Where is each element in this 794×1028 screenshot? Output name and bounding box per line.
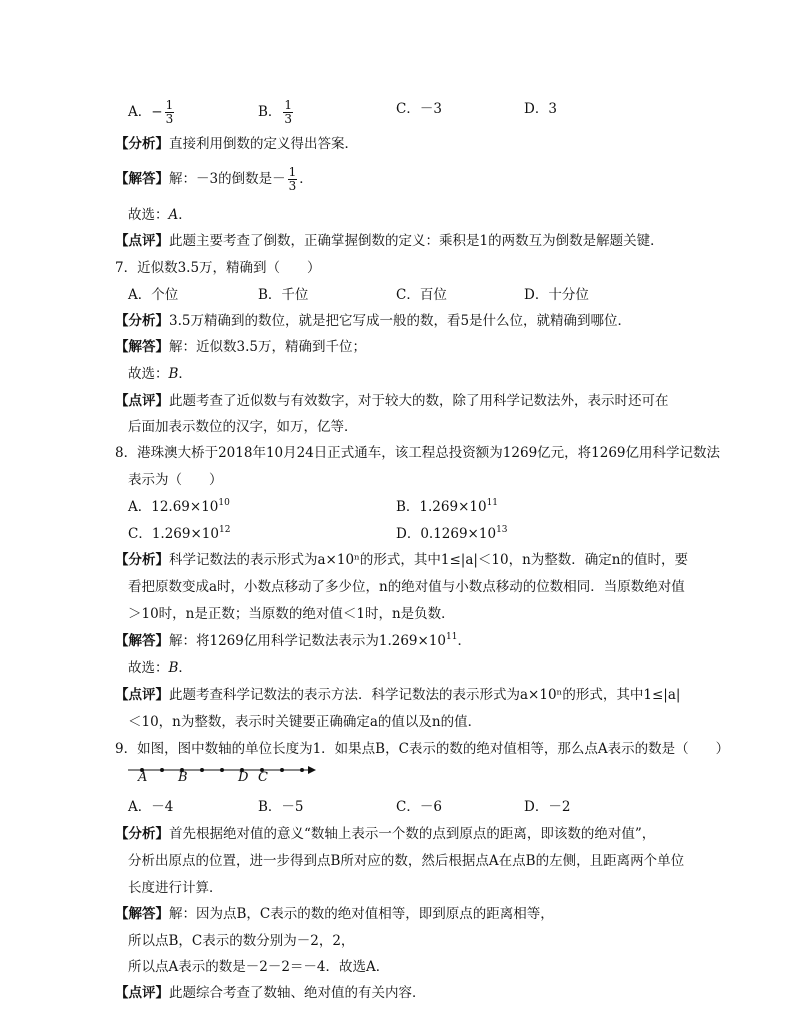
number-line-dot: [220, 768, 224, 772]
number-line-arrow: [308, 766, 316, 774]
q8-analysis-cont1: 看把原数变成a时，小数点移动了多少位，n的绝对值与小数点移动的位数相同．当原数绝对值: [128, 579, 685, 595]
q6-answer: 【解答】解：－3的倒数是－ $\frac{1}{3}$ ．: [115, 165, 313, 193]
q8-analysis-cont2: ＞10时，n是正数；当原数的绝对值＜1时，n是负数．: [128, 606, 455, 622]
q8-answer: 【解答】解：将1269亿用科学记数法表示为$1.269\times 10^{11}$．: [115, 632, 471, 649]
q9-answer: 【解答】解：因为点B，C表示的数的绝对值相等，即到原点的距离相等，: [115, 906, 554, 922]
q8-option-d[interactable]: D．$0.1269\times 10^{13}$: [396, 525, 508, 542]
q6-comment: 【点评】此题主要考查了倒数，正确掌握倒数的定义：乘积是1的两数互为倒数是解题关键．: [115, 233, 664, 249]
number-line-dot: [300, 768, 304, 772]
q7-choice: 故选：B．: [128, 366, 192, 382]
fraction: $\frac{1}{3}$: [284, 98, 293, 126]
number-line: [128, 764, 318, 776]
q7-stem: 7．近似数3.5万，精确到（ ）: [115, 260, 321, 276]
q7-comment-cont: 后面加表示数位的汉字，如万，亿等．: [128, 419, 358, 435]
q6-analysis: 【分析】直接利用倒数的定义得出答案．: [115, 136, 358, 152]
q6-option-a[interactable]: A．− $\frac{1}{3}$: [128, 98, 174, 126]
point-label-a: A: [138, 770, 148, 785]
q6-option-c[interactable]: C．－3: [396, 101, 442, 117]
q9-analysis-cont2: 长度进行计算．: [128, 880, 223, 896]
fraction: $\frac{1}{3}$: [288, 165, 297, 193]
q7-answer: 【解答】解：近似数3.5万，精确到千位；: [115, 339, 366, 355]
q7-comment: 【点评】此题考查了近似数与有效数字，对于较大的数，除了用科学记数法外，表示时还可在: [115, 393, 669, 409]
q8-stem-cont: 表示为（ ）: [128, 472, 223, 488]
fraction: $\frac{1}{3}$: [165, 98, 174, 126]
q8-choice: 故选：B．: [128, 660, 192, 676]
q8-analysis: 【分析】科学记数法的表示形式为a×10ⁿ的形式，其中1≤|a|＜10，n为整数．确定n的值时，要: [115, 552, 688, 568]
q8-comment: 【点评】此题考查科学记数法的表示方法．科学记数法的表示形式为a×10ⁿ的形式，其中1≤|a|: [115, 687, 681, 703]
point-label-c: C: [258, 770, 268, 785]
q9-stem: 9．如图，图中数轴的单位长度为1．如果点B，C表示的数的绝对值相等，那么点A表示的数是（ ）: [115, 741, 730, 757]
q9-analysis-cont1: 分析出原点的位置，进一步得到点B所对应的数，然后根据点A在点B的左侧，且距离两个单位: [128, 853, 685, 869]
q7-option-a[interactable]: A．个位: [128, 287, 179, 303]
q9-analysis: 【分析】首先根据绝对值的意义“数轴上表示一个数的点到原点的距离，即该数的绝对值”，: [115, 826, 656, 842]
q7-analysis: 【分析】3.5万精确到的数位，就是把它写成一般的数，看5是什么位，就精确到哪位．: [115, 313, 632, 329]
q7-option-d[interactable]: D．十分位: [524, 287, 589, 303]
q7-option-c[interactable]: C．百位: [396, 287, 447, 303]
q8-stem: 8．港珠澳大桥于2018年10月24日正式通车，该工程总投资额为1269亿元，将1269亿用科学记数法: [115, 445, 721, 461]
q7-option-b[interactable]: B．千位: [258, 287, 309, 303]
q8-option-b[interactable]: B．$1.269\times 10^{11}$: [396, 498, 499, 515]
q9-comment: 【点评】此题综合考查了数轴、绝对值的有关内容．: [115, 985, 426, 1001]
q9-answer-cont1: 所以点B，C表示的数分别为－2，2，: [128, 933, 355, 949]
number-line-dot: [160, 768, 164, 772]
q8-option-c[interactable]: C．$1.269\times 10^{12}$: [128, 525, 231, 542]
point-label-b: B: [178, 770, 188, 785]
q9-answer-cont2: 所以点A表示的数是－2－2＝－4．故选A．: [128, 959, 390, 975]
q8-comment-cont: ＜10，n为整数，表示时关键要正确确定a的值以及n的值．: [128, 714, 482, 730]
q9-option-d[interactable]: D．－2: [524, 799, 571, 815]
q6-option-d[interactable]: D．3: [524, 101, 557, 117]
number-line-dot: [200, 768, 204, 772]
q9-option-b[interactable]: B．－5: [258, 799, 304, 815]
q8-option-a[interactable]: A．$12.69\times 10^{10}$: [128, 498, 230, 515]
q9-option-c[interactable]: C．－6: [396, 799, 442, 815]
q6-option-b[interactable]: B． $\frac{1}{3}$: [258, 98, 293, 126]
number-line-dot: [280, 768, 284, 772]
point-label-d: D: [238, 770, 249, 785]
q9-option-a[interactable]: A．－4: [128, 799, 174, 815]
q6-choice: 故选：A．: [128, 207, 192, 223]
